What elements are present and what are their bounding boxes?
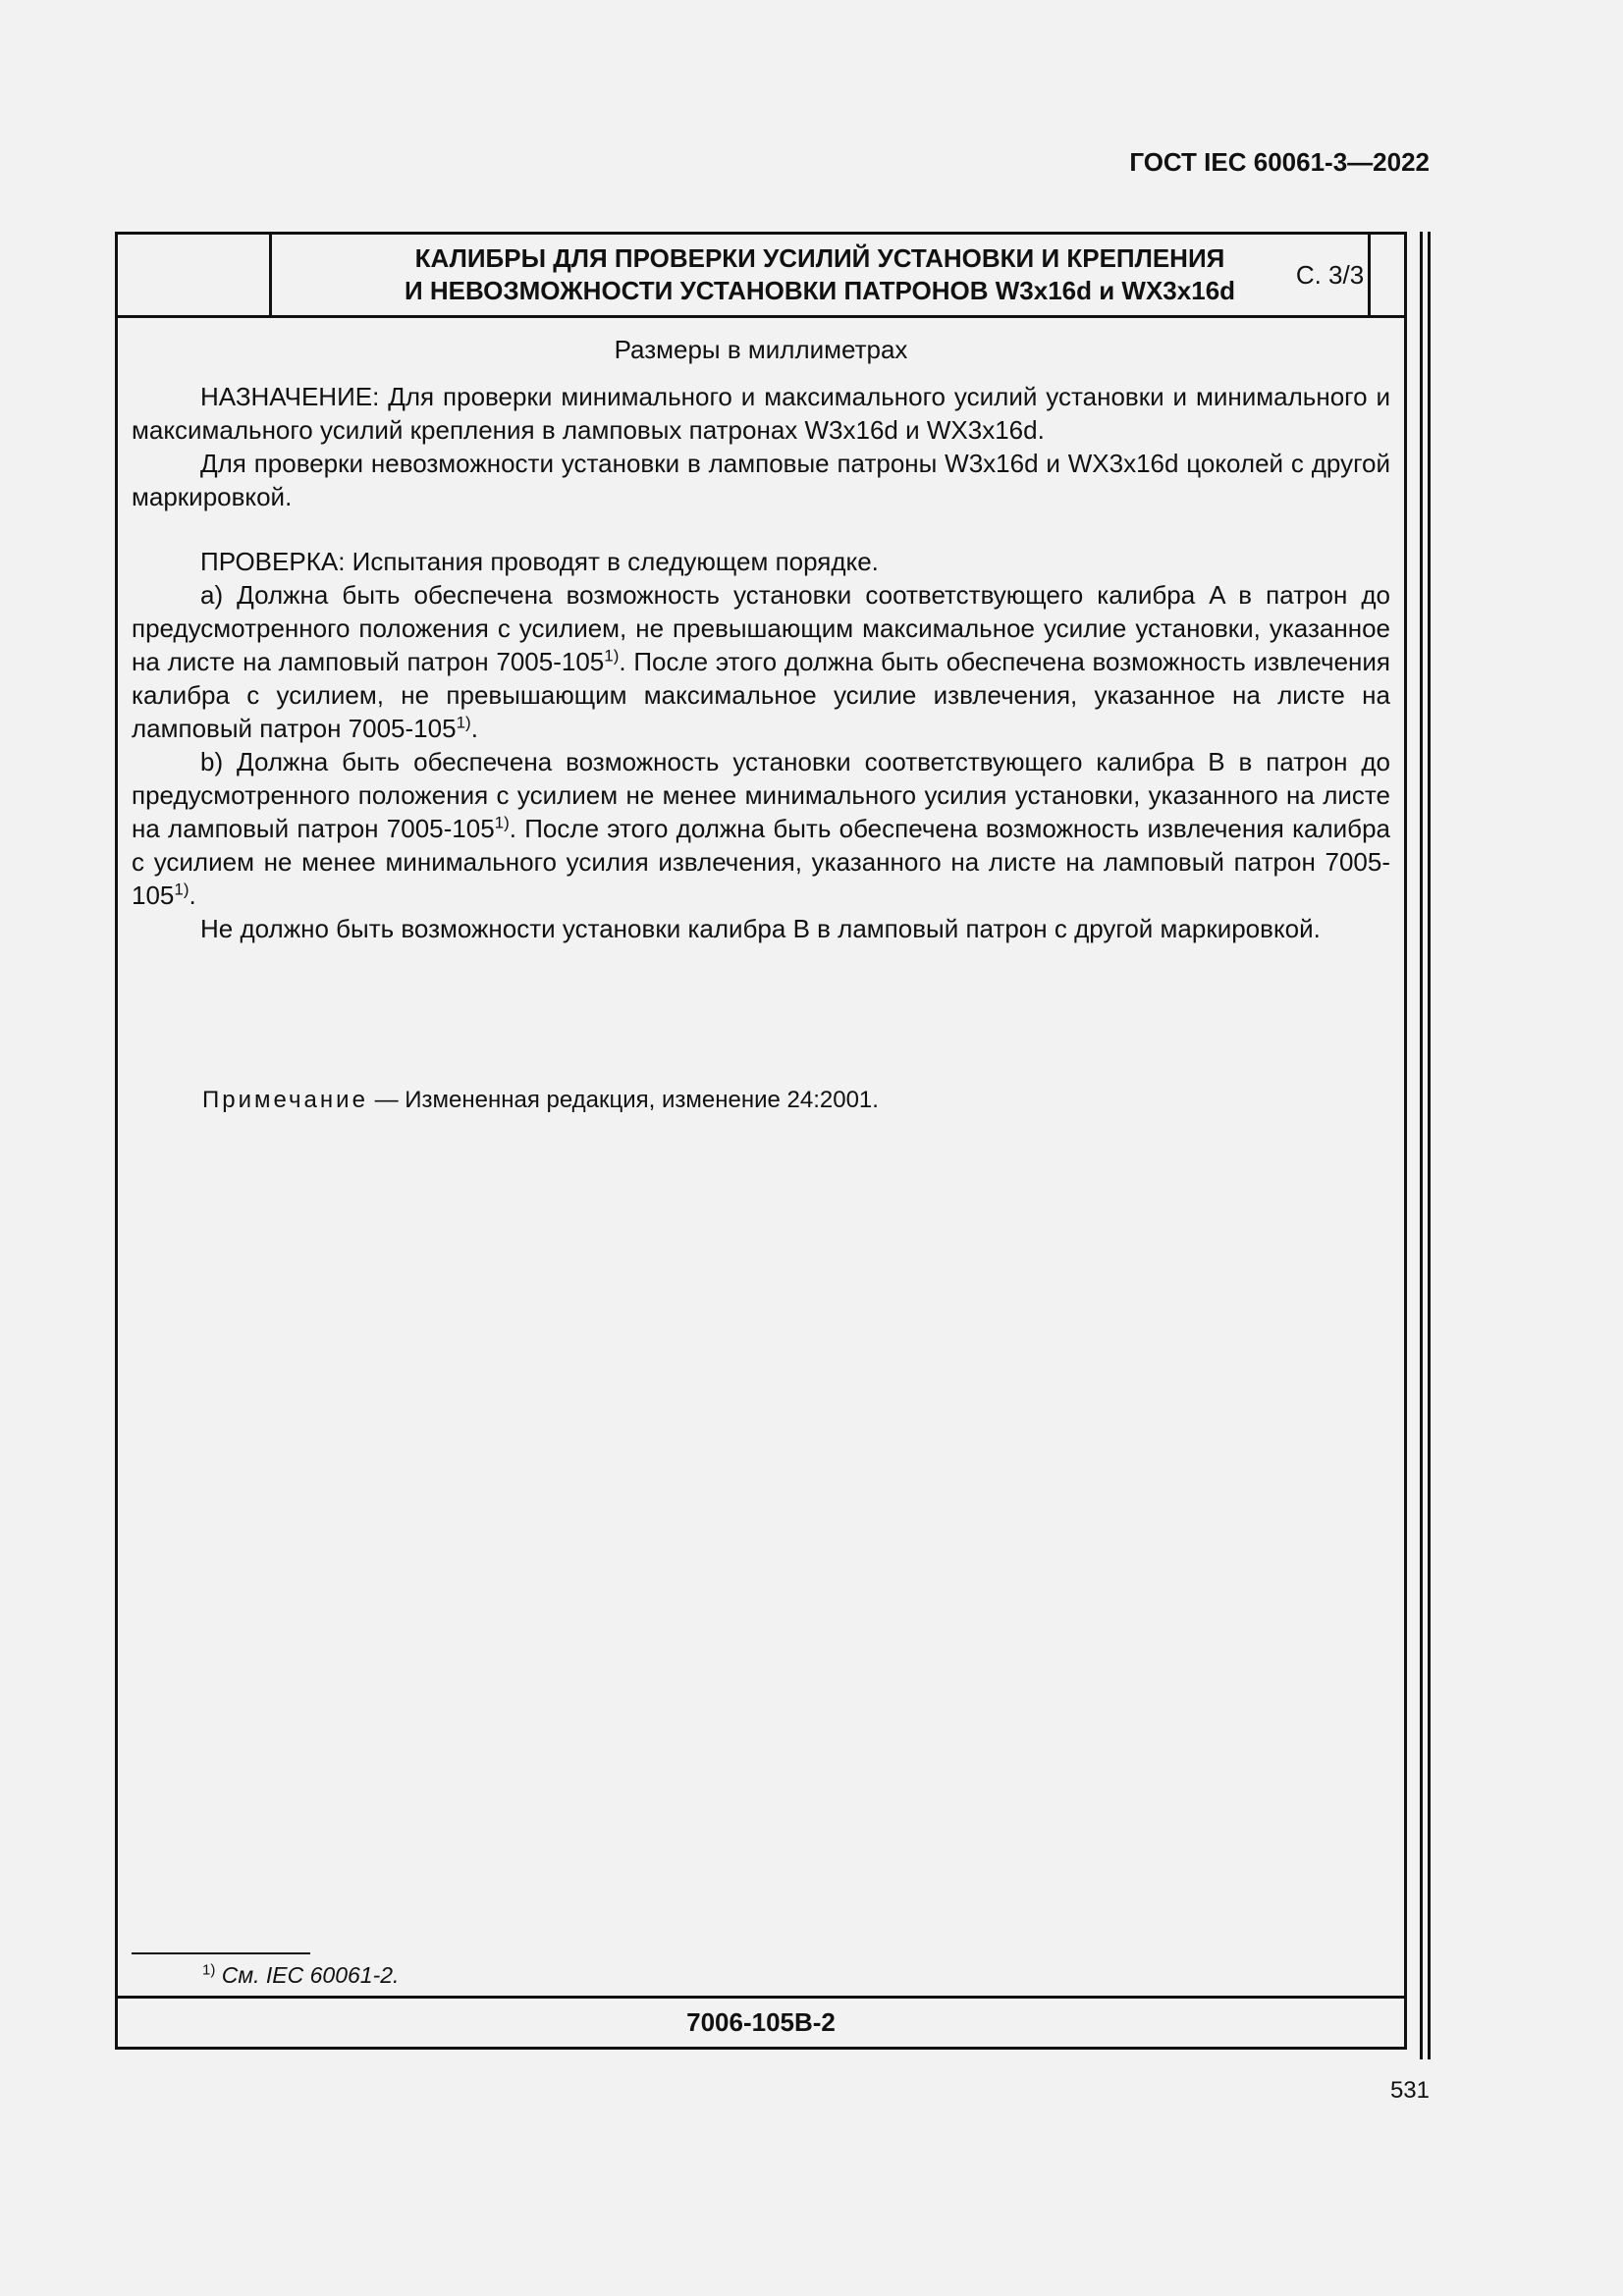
footnote-ref: 1) xyxy=(604,646,620,666)
title-block xyxy=(118,235,1404,318)
purpose-paragraph: НАЗНАЧЕНИЕ: Для проверки минимального и максимального усилий установки и минимального и максимального усилий крепления в ламповых патронах W3x16d и WX3x16d. xyxy=(132,382,1390,445)
check-item-text: а) Должна быть обеспечена возможность установки соответствующего калибра A в патрон до предусмотренного положения с усилием, не превышающим максимальное усилие установки, указанное на листе на ламповый патрон 7005-105 xyxy=(132,580,1390,676)
sheet-title xyxy=(272,235,1371,315)
title-block-empty-cell xyxy=(118,235,272,315)
footnote-ref: 1) xyxy=(174,880,189,899)
sheet-frame xyxy=(115,232,1407,2050)
standard-header: ГОСТ IEC 60061-3—2022 xyxy=(1129,147,1430,177)
sheet-number: С. 3/3 xyxy=(1295,259,1365,290)
footnote xyxy=(202,1962,399,1989)
check-item-text: b) Должна быть обеспечена возможность установки соответствующего калибра B в патрон до предусмотренного положения с усилием не менее минимального усилия установки, указанного на листе на ламповый патрон 7005-105 xyxy=(132,747,1390,843)
sheet-title-line: КАЛИБРЫ ДЛЯ ПРОВЕРКИ УСИЛИЙ УСТАНОВКИ И КРЕПЛЕНИЯ xyxy=(414,243,1225,273)
check-item-b xyxy=(132,745,1390,912)
footnote-marker: 1) xyxy=(202,1961,216,1979)
check-item-text: . После этого должна быть обеспечена возможность извлечения калибра с усилием не менее минимального усилия извлечения, указанного на листе на ламповый патрон 7005-105 xyxy=(132,814,1390,910)
final-paragraph: Не должно быть возможности установки калибра B в ламповый патрон с другой маркировкой. xyxy=(200,914,1321,943)
sheet-code: 7006-105B-2 xyxy=(118,1996,1404,2047)
check-item-text: . После этого должна быть обеспечена возможность извлечения калибра с усилием, не превышающим максимальное усилие извлечения, указанное на листе на ламповый патрон 7005-105 xyxy=(132,647,1390,743)
check-item-text: . xyxy=(470,714,478,743)
sheet-body xyxy=(132,333,1390,945)
check-item-text: . xyxy=(189,881,196,910)
note-text: — Измененная редакция, изменение 24:2001. xyxy=(367,1087,879,1113)
footnote-rule xyxy=(132,1952,310,1954)
footnote-ref: 1) xyxy=(494,813,510,832)
purpose-paragraph: Для проверки невозможности установки в ламповые патроны W3x16d и WX3x16d цоколей с другой маркировкой. xyxy=(132,449,1390,511)
dimensions-note: Размеры в миллиметрах xyxy=(614,335,908,364)
amendment-note xyxy=(202,1087,879,1114)
footnote-ref: 1) xyxy=(456,713,471,732)
sheet-title-line: И НЕВОЗМОЖНОСТИ УСТАНОВКИ ПАТРОНОВ W3x16d и WX3x16d xyxy=(404,276,1236,305)
note-label: Примечание xyxy=(202,1087,368,1113)
check-intro: ПРОВЕРКА: Испытания проводят в следующем порядке. xyxy=(200,547,879,576)
footnote-text: См. IEC 60061-2. xyxy=(215,1962,400,1988)
binding-rail xyxy=(1428,232,1431,2059)
binding-rail xyxy=(1420,232,1423,2059)
check-item-a xyxy=(132,578,1390,745)
page-number: 531 xyxy=(1389,2077,1430,2104)
